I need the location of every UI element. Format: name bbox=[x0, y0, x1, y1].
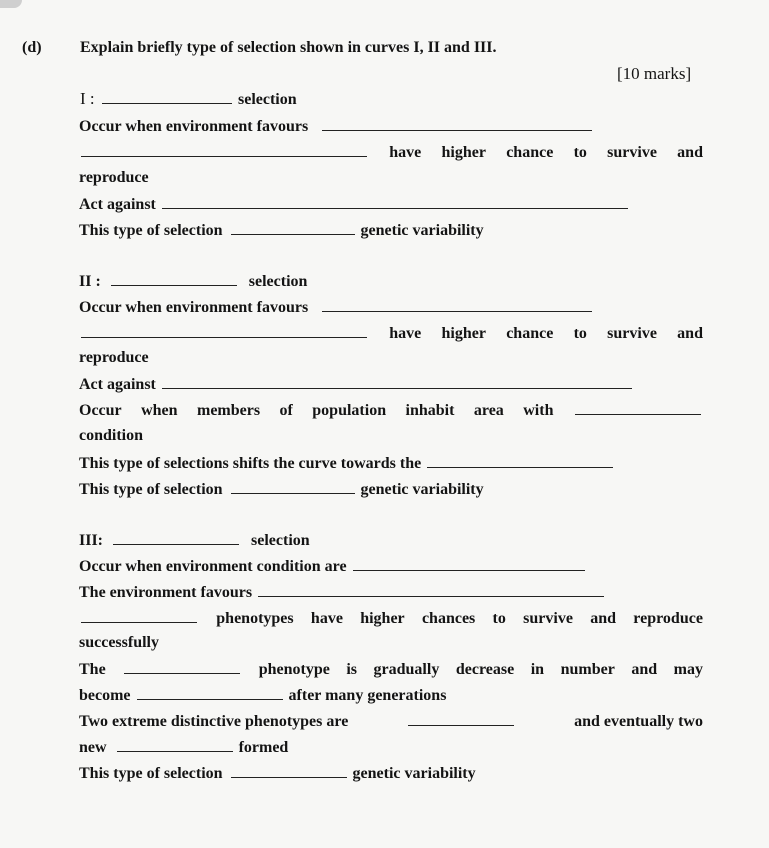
selection-text: selection bbox=[248, 273, 308, 290]
word: decrease bbox=[455, 661, 515, 678]
section2-members-line bbox=[79, 400, 703, 421]
answer-blank[interactable] bbox=[231, 479, 355, 494]
word: chance bbox=[506, 144, 554, 161]
word: is bbox=[346, 661, 358, 678]
word: chance bbox=[506, 325, 554, 342]
section3-extreme-line bbox=[79, 711, 703, 732]
answer-blank[interactable] bbox=[408, 711, 514, 726]
type-text: This type of selection bbox=[79, 481, 223, 498]
word: inhabit bbox=[405, 402, 455, 419]
genetic-text: genetic variability bbox=[360, 222, 484, 239]
word: and bbox=[631, 661, 658, 678]
section3-favours-line bbox=[79, 582, 606, 603]
section2-condition: condition bbox=[79, 427, 144, 444]
word: phenotypes bbox=[216, 610, 294, 627]
section2-type-line bbox=[79, 479, 484, 500]
occur-text: Occur when environment favours bbox=[79, 299, 309, 316]
word: may bbox=[673, 661, 703, 678]
section2-shifts-line bbox=[79, 453, 615, 474]
occur-text: Occur when environment favours bbox=[79, 118, 309, 135]
answer-blank[interactable] bbox=[124, 659, 240, 674]
word: members bbox=[196, 402, 261, 419]
answer-blank[interactable] bbox=[258, 582, 604, 597]
word: survive bbox=[523, 610, 573, 627]
act-against-text: Act against bbox=[79, 376, 156, 393]
answer-blank[interactable] bbox=[162, 374, 632, 389]
answer-blank[interactable] bbox=[322, 297, 592, 312]
section3-label-line bbox=[79, 530, 310, 551]
section1-act-against-line bbox=[79, 194, 630, 215]
section3-label: III: bbox=[79, 532, 104, 549]
word: phenotype bbox=[258, 661, 330, 678]
section1-survive-line bbox=[79, 142, 703, 163]
word: have bbox=[389, 325, 422, 342]
section3-new-line bbox=[79, 737, 288, 758]
section3-type-line bbox=[79, 763, 476, 784]
section1-selection-line bbox=[100, 89, 297, 110]
section3-become-line bbox=[79, 685, 446, 706]
formed-text: formed bbox=[238, 739, 289, 756]
word: survive bbox=[607, 144, 657, 161]
section3-occur-line bbox=[79, 556, 587, 577]
section2-label: II : bbox=[79, 273, 101, 290]
word: Occur bbox=[79, 402, 122, 419]
answer-blank[interactable] bbox=[137, 685, 283, 700]
favours-text: The environment favours bbox=[79, 584, 253, 601]
answer-blank[interactable] bbox=[117, 737, 233, 752]
answer-blank[interactable] bbox=[81, 323, 367, 338]
word: population bbox=[312, 402, 387, 419]
section2-occur-line bbox=[79, 297, 594, 318]
scan-corner-artifact bbox=[0, 0, 22, 8]
answer-blank[interactable] bbox=[231, 763, 347, 778]
question-number: (d) bbox=[22, 39, 42, 56]
word: chances bbox=[421, 610, 476, 627]
section1-label: I : bbox=[80, 89, 95, 108]
word: with bbox=[523, 402, 554, 419]
genetic-text: genetic variability bbox=[352, 765, 476, 782]
eventually-text: and eventually two bbox=[574, 713, 703, 730]
type-text: This type of selection bbox=[79, 765, 223, 782]
section2-survive-line bbox=[79, 323, 703, 344]
shifts-text: This type of selections shifts the curve towards the bbox=[79, 455, 422, 472]
word: when bbox=[141, 402, 178, 419]
section1-reproduce: reproduce bbox=[79, 169, 149, 186]
section3-gradually-line bbox=[79, 659, 703, 680]
word: higher bbox=[360, 610, 405, 627]
answer-blank[interactable] bbox=[111, 271, 237, 286]
selection-text: selection bbox=[251, 532, 310, 549]
answer-blank[interactable] bbox=[81, 142, 367, 157]
word: The bbox=[79, 661, 106, 678]
word: higher bbox=[441, 325, 486, 342]
selection-text: selection bbox=[238, 91, 297, 108]
after-text: after many generations bbox=[288, 687, 447, 704]
word: to bbox=[573, 325, 587, 342]
word: survive bbox=[607, 325, 657, 342]
section2-reproduce: reproduce bbox=[79, 349, 149, 366]
answer-blank[interactable] bbox=[427, 453, 613, 468]
answer-blank[interactable] bbox=[353, 556, 585, 571]
marks-label: [10 marks] bbox=[617, 64, 692, 83]
section2-act-against-line bbox=[79, 374, 634, 395]
type-text: This type of selection bbox=[79, 222, 223, 239]
word: higher bbox=[441, 144, 486, 161]
word: number bbox=[560, 661, 615, 678]
word: have bbox=[310, 610, 343, 627]
word: to bbox=[492, 610, 506, 627]
answer-blank[interactable] bbox=[162, 194, 628, 209]
section1-occur-line bbox=[79, 116, 594, 137]
extreme-text: Two extreme distinctive phenotypes are bbox=[79, 713, 349, 730]
word: and bbox=[677, 325, 703, 342]
section1-type-line bbox=[79, 220, 484, 241]
word: in bbox=[530, 661, 545, 678]
answer-blank[interactable] bbox=[575, 400, 701, 415]
question-prompt: Explain briefly type of selection shown in curves I, II and III. bbox=[80, 39, 497, 56]
section3-phenotypes-line bbox=[79, 608, 703, 629]
answer-blank[interactable] bbox=[113, 530, 239, 545]
word: gradually bbox=[373, 661, 440, 678]
act-against-text: Act against bbox=[79, 196, 156, 213]
answer-blank[interactable] bbox=[81, 608, 197, 623]
answer-blank[interactable] bbox=[322, 116, 592, 131]
word: area bbox=[473, 402, 504, 419]
answer-blank[interactable] bbox=[102, 89, 232, 104]
word: reproduce bbox=[633, 610, 703, 627]
word: of bbox=[279, 402, 293, 419]
word: have bbox=[389, 144, 422, 161]
answer-blank[interactable] bbox=[231, 220, 355, 235]
word: and bbox=[677, 144, 703, 161]
section2-label-line bbox=[79, 271, 307, 292]
new-text: new bbox=[79, 739, 107, 756]
section3-successfully: successfully bbox=[79, 634, 159, 651]
become-text: become bbox=[79, 687, 131, 704]
occur-text: Occur when environment condition are bbox=[79, 558, 347, 575]
genetic-text: genetic variability bbox=[360, 481, 484, 498]
word: to bbox=[573, 144, 587, 161]
word: and bbox=[590, 610, 617, 627]
